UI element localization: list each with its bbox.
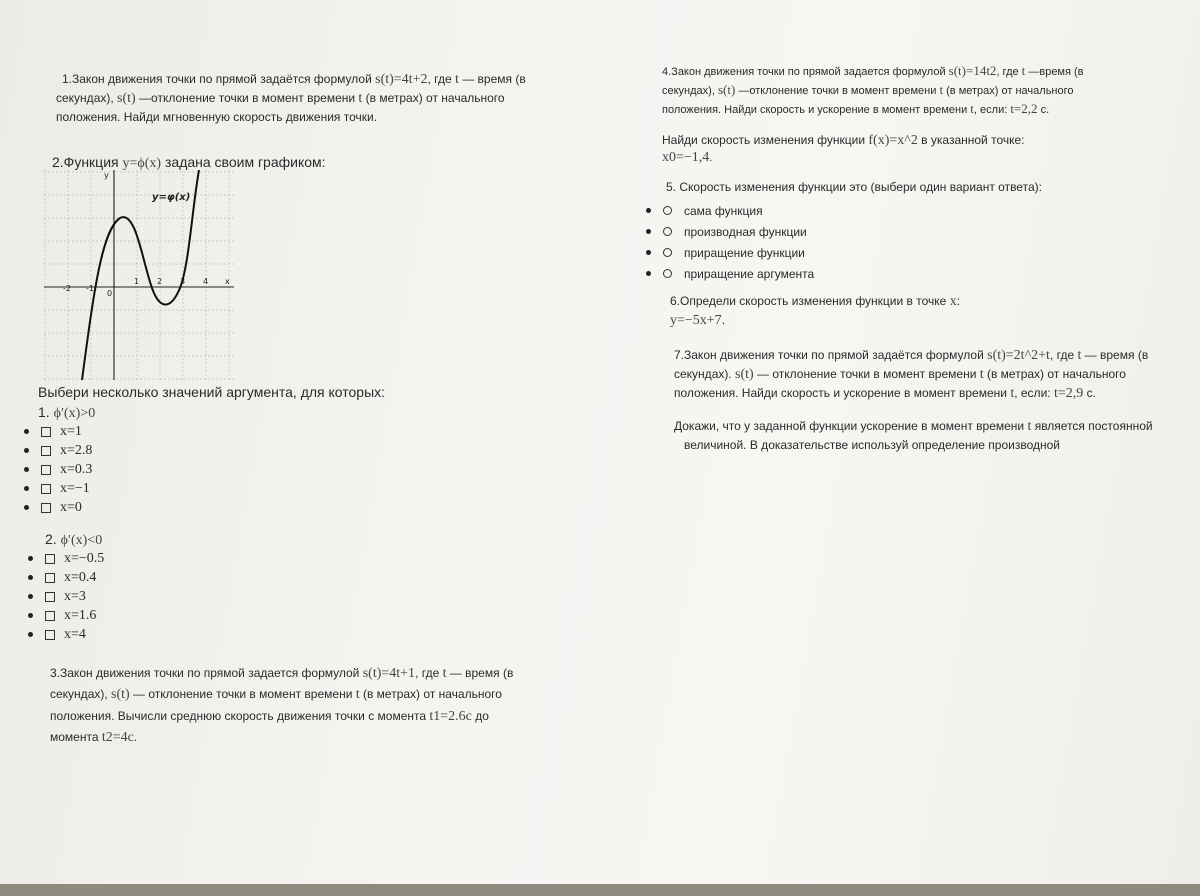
formula: t [1010, 386, 1015, 401]
text: —время (в [1025, 66, 1084, 78]
text: задана своим графиком: [161, 154, 326, 170]
question-3-line-2 [50, 685, 530, 704]
option-item [646, 200, 814, 221]
bullet [28, 632, 33, 637]
text: положения. Найди скорость и ускорение в момент времени [674, 386, 1011, 400]
bullet [646, 250, 651, 255]
radio-button[interactable] [663, 206, 672, 215]
text: (в метрах) от начального [983, 367, 1126, 381]
text: —отклонение точки в момент времени [135, 91, 359, 105]
option-item [28, 606, 104, 625]
text: секундах), [56, 91, 118, 105]
text: положения. Вычисли среднюю скорость движения точки с момента [50, 709, 430, 723]
text: секундах). [674, 367, 736, 381]
text: — отклонение точки в момент времени [753, 367, 980, 381]
text: . [721, 313, 726, 327]
text: — время (в [458, 72, 526, 86]
tick-label-2: 2 [157, 277, 163, 286]
bullet [24, 467, 29, 472]
text: секундах), [662, 85, 718, 97]
option-label: приращение функции [684, 245, 805, 260]
checkbox[interactable] [45, 554, 55, 564]
text: 1. [38, 404, 54, 420]
question-7-line-3 [674, 384, 1184, 403]
text: (в метрах) от начального [359, 687, 502, 701]
question-6-line-2 [670, 311, 960, 330]
bullet [646, 271, 651, 276]
text: , если: [973, 104, 1011, 116]
question-7-line-4 [674, 417, 1184, 436]
option-label: x=1 [60, 423, 82, 439]
question-3-line-3 [50, 707, 530, 726]
question-3-line-4 [50, 728, 530, 747]
subquestion-2 [45, 530, 102, 550]
radio-button[interactable] [663, 269, 672, 278]
radio-button[interactable] [663, 248, 672, 257]
text: . [709, 152, 713, 164]
formula: s(t) [117, 91, 136, 106]
bullet [24, 429, 29, 434]
text: (в метрах) от начального [943, 85, 1074, 97]
checkbox[interactable] [45, 592, 55, 602]
option-item [28, 549, 104, 568]
option-label: сама функция [684, 203, 763, 218]
formula: t [1021, 63, 1026, 78]
option-item [24, 460, 92, 479]
bullet [646, 229, 651, 234]
option-item [24, 422, 92, 441]
formula: t=2,2 [1010, 101, 1038, 116]
text: 3.Закон движения точки по прямой задается формулой [50, 666, 363, 680]
question-5-options [646, 200, 814, 284]
checkbox[interactable] [45, 630, 55, 640]
checkbox[interactable] [41, 484, 51, 494]
text: с. [1083, 386, 1096, 400]
graph-grid [44, 170, 236, 380]
text: Докажи, что у заданной функции ускорение в момент времени [674, 419, 1028, 433]
tick-label-4: 4 [203, 277, 209, 286]
formula: t [1027, 419, 1032, 434]
option-label: приращение аргумента [684, 266, 815, 281]
text: — время (в [1081, 348, 1149, 362]
function-graph [44, 170, 236, 380]
bullet [646, 208, 651, 213]
bullet [28, 575, 33, 580]
formula: y=−5x+7 [670, 313, 722, 328]
tick-label-neg1: -1 [86, 284, 94, 293]
formula: t [442, 666, 447, 681]
question-1-line-2 [56, 89, 530, 108]
formula: y=ϕ(x) [122, 156, 162, 171]
subquestion-1 [38, 403, 95, 423]
text: секундах), [50, 687, 112, 701]
option-label: x=2.8 [60, 442, 93, 458]
formula: s(t)=2t^2+t [987, 348, 1050, 363]
formula: s(t)=4t+1 [362, 666, 416, 681]
radio-button[interactable] [663, 227, 672, 236]
formula: t [970, 101, 974, 116]
formula: s(t) [735, 367, 754, 382]
formula: t1=2.6c [429, 709, 472, 724]
checkbox[interactable] [41, 503, 51, 513]
question-7 [674, 346, 1184, 455]
choose-instruction [38, 383, 385, 402]
bullet [28, 556, 33, 561]
bullet [24, 505, 29, 510]
text: до [471, 709, 489, 723]
option-label: x=3 [64, 588, 86, 604]
option-label: x=0.4 [64, 569, 97, 585]
option-label: x=0 [60, 499, 82, 515]
text: 7.Закон движения точки по прямой задаётся формулой [674, 348, 988, 362]
text: в указанной точке: [917, 133, 1025, 147]
bullet [28, 594, 33, 599]
text: 4.Закон движения точки по прямой задается формулой [662, 66, 949, 78]
y-axis-label: y [104, 171, 109, 180]
formula: x0=−1,4 [662, 150, 710, 165]
option-item [24, 441, 92, 460]
question-4-line-4 [662, 132, 1182, 149]
question-7-line-1 [674, 346, 1184, 365]
text: 2.Функция [52, 154, 123, 170]
option-item [24, 479, 92, 498]
question-7-line-2 [674, 365, 1184, 384]
formula: s(t) [717, 82, 736, 97]
question-4-line-2 [662, 81, 1182, 100]
tick-label-0: 0 [107, 289, 113, 298]
checkbox[interactable] [41, 465, 51, 475]
formula: x [949, 294, 957, 309]
subquestion-2-options [28, 549, 104, 644]
question-3-line-1 [50, 664, 530, 683]
formula: t [1077, 348, 1082, 363]
bullet [24, 448, 29, 453]
formula: s(t) [111, 687, 130, 702]
checkbox[interactable] [45, 573, 55, 583]
question-4 [662, 62, 1182, 167]
text: , если: [1014, 386, 1054, 400]
formula: f(x)=x^2 [868, 133, 918, 148]
formula: t [939, 82, 944, 97]
text: Найди скорость изменения функции [662, 133, 869, 147]
question-6 [670, 292, 960, 330]
text: Выбери несколько значений аргумента, для которых: [38, 384, 386, 400]
graph-label: y=φ(x) [152, 192, 191, 203]
option-label: x=0.3 [60, 461, 93, 477]
formula: ϕ′(x)>0 [53, 406, 96, 421]
text: : [956, 294, 961, 308]
bullet [28, 613, 33, 618]
question-7-line-5 [674, 436, 1184, 455]
text: положения. Найди мгновенную скорость движения точки. [56, 110, 378, 124]
checkbox[interactable] [41, 446, 51, 456]
subquestion-1-options [24, 422, 92, 517]
option-item [646, 221, 814, 242]
checkbox[interactable] [45, 611, 55, 621]
text: . [133, 730, 138, 744]
question-1-line-1 [60, 70, 530, 89]
text: , где [427, 72, 455, 86]
formula: ϕ′(x)<0 [60, 533, 103, 548]
tick-label-1: 1 [134, 277, 140, 286]
question-4-line-3 [662, 100, 1182, 119]
text: 6.Определи скорость изменения функции в точке [670, 294, 950, 308]
question-3 [50, 664, 530, 747]
option-label: x=4 [64, 626, 86, 642]
text: , где [415, 666, 443, 680]
text: момента [50, 730, 102, 744]
question-1-line-3 [56, 108, 530, 127]
formula: t [355, 687, 360, 702]
option-item [28, 625, 104, 644]
formula: t [358, 91, 363, 106]
formula: t=2,9 [1053, 386, 1084, 401]
text: —отклонение точки в момент времени [735, 85, 940, 97]
text: — отклонение точки в момент времени [129, 687, 356, 701]
option-item [28, 587, 104, 606]
option-label: x=1.6 [64, 607, 97, 623]
text: (в метрах) от начального [362, 91, 505, 105]
question-4-line-1 [662, 62, 1182, 81]
text: положения. Найди скорость и ускорение в момент времени [662, 104, 971, 116]
option-label: x=−1 [60, 480, 90, 496]
formula: t [979, 367, 984, 382]
option-label: x=−0.5 [64, 550, 105, 566]
formula: t2=4c [101, 730, 134, 745]
question-5-title [666, 178, 1042, 197]
tick-label-3: 3 [180, 277, 186, 286]
x-axis-label: x [225, 277, 230, 286]
text: 2. [45, 531, 61, 547]
checkbox[interactable] [41, 427, 51, 437]
text: , где [996, 66, 1022, 78]
option-item [646, 263, 814, 284]
bullet [24, 486, 29, 491]
text: с. [1037, 104, 1050, 116]
tick-label-neg2: -2 [63, 284, 71, 293]
text: является постоянной [1031, 419, 1153, 433]
option-item [28, 568, 104, 587]
option-item [24, 498, 92, 517]
formula: t [454, 72, 459, 87]
option-label: производная функции [684, 224, 807, 239]
text: , где [1049, 348, 1078, 362]
question-6-line-1 [670, 292, 960, 311]
formula: s(t)=14t2 [948, 63, 997, 78]
question-1 [56, 70, 530, 127]
text: величиной. В доказательстве используй определение производной [684, 438, 1060, 452]
option-item [646, 242, 814, 263]
text: 1.Закон движения точки по прямой задаётся формулой [62, 72, 376, 86]
question-4-line-5 [662, 149, 1182, 167]
formula: s(t)=4t+2 [375, 72, 428, 87]
text: 5. Скорость изменения функции это (выбери один вариант ответа): [666, 180, 1042, 194]
text: — время (в [446, 666, 514, 680]
